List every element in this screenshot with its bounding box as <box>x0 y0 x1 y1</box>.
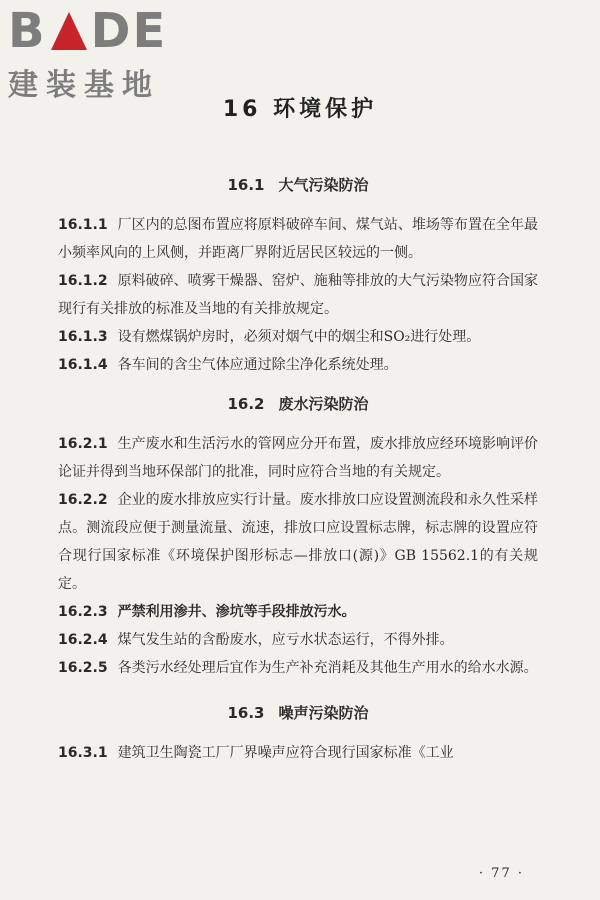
bade-logo <box>8 3 178 104</box>
clause: 16.1.2 原料破碎、喷雾干燥器、窑炉、施釉等排放的大气污染物应符合国家现行有关排放的标准及当地的有关排放规定。 <box>58 273 538 317</box>
document-body <box>58 174 538 767</box>
clause: 16.3.1 建筑卫生陶瓷工厂厂界噪声应符合现行国家标准《工业 <box>58 745 454 761</box>
clause: 16.2.2 企业的废水排放应实行计量。废水排放口应设置测流段和永久性采样点。测流段应便于测量流量、流速，排放口应设置标志牌，标志牌的设置应符合现行国家标准《环境保护图形标志—排放口(源)》GB 15562.1的有关规定。 <box>58 492 538 592</box>
clause: 16.1.1 厂区内的总图布置应将原料破碎车间、煤气站、堆场等布置在全年最小频率风向的上风侧，并距离厂界附近居民区较远的一侧。 <box>58 217 538 261</box>
logo-letters-de: DE <box>90 3 168 59</box>
clause: 16.2.5 各类污水经处理后宜作为生产补充消耗及其他生产用水的给水水源。 <box>58 660 538 676</box>
logo-wordmark <box>8 3 178 59</box>
chapter-title: 16 环境保护 <box>222 97 378 122</box>
clause: 16.2.1 生产废水和生活污水的管网应分开布置，废水排放应经环境影响评价论证并得到当地环保部门的批准，同时应符合当地的有关规定。 <box>58 436 538 480</box>
section-heading: 16.2 废水污染防治 <box>227 395 369 413</box>
logo-subtitle: 建装基地 <box>8 68 160 103</box>
section-heading: 16.1 大气污染防治 <box>227 176 369 194</box>
page-number: · 77 · <box>478 866 524 881</box>
clause: 16.2.4 煤气发生站的含酚废水，应亏水状态运行，不得外排。 <box>58 632 454 648</box>
clause: 16.1.3 设有燃煤锅炉房时，必须对烟气中的烟尘和SO₂进行处理。 <box>58 329 481 345</box>
clause: 16.1.4 各车间的含尘气体应通过除尘净化系统处理。 <box>58 357 398 373</box>
clause-mandatory: 16.2.3 严禁利用渗井、渗坑等手段排放污水。 <box>58 604 356 620</box>
section-heading: 16.3 噪声污染防治 <box>227 704 369 722</box>
logo-letters-b: B <box>8 3 47 59</box>
logo-a-triangle-icon <box>51 12 87 50</box>
